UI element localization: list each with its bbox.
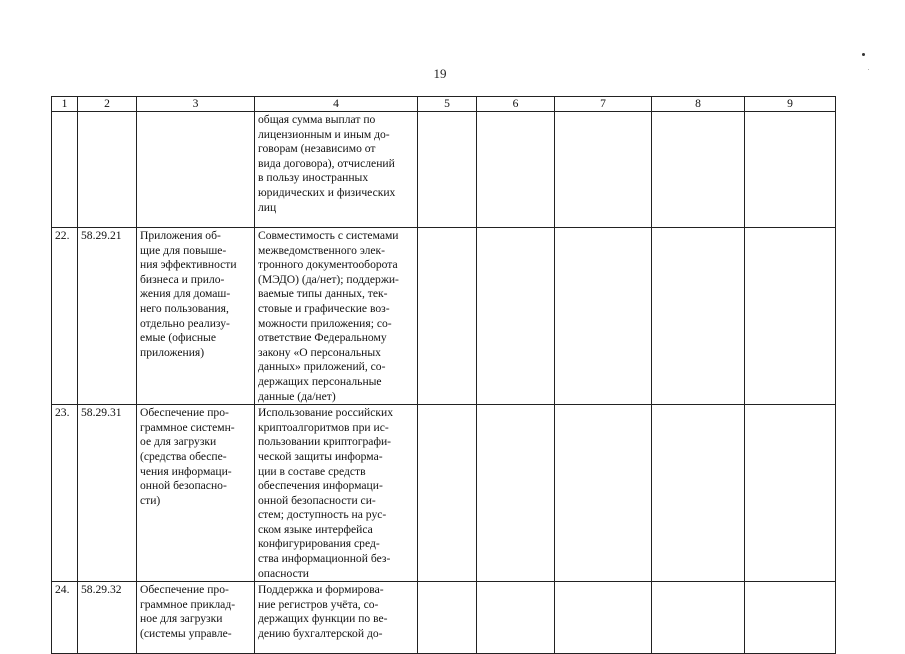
requirements-text: общая сумма выплат по лицензионным и иным до- говорам (независимо от вида договора), отчислений в пользу иностранных юридических и физических лиц (255, 112, 418, 228)
empty-cell (745, 112, 836, 228)
scan-speck (868, 69, 869, 70)
empty-cell (745, 228, 836, 405)
empty-cell (555, 582, 652, 654)
table-row (52, 228, 836, 405)
row-number: 23. (52, 405, 78, 582)
table-row (52, 405, 836, 582)
okpd-code: 58.29.31 (78, 405, 137, 582)
column-header: 6 (477, 97, 555, 112)
product-name: Приложения об- щие для повыше- ния эффективности бизнеса и прило- жения для домаш- него пользования, отдельно реализу- емые (офисные приложения) (137, 228, 255, 405)
empty-cell (745, 582, 836, 654)
requirements-text: Совместимость с системами межведомственного элек- тронного документооборота (МЭДО) (да/нет); поддержи- ваемые типы данных, тек- стовые и графические воз- можности приложения; со- ответствие Федеральному закону «О персональных данных» приложений, со- держащих персональные данные (да/нет) (255, 228, 418, 405)
row-number (52, 112, 78, 228)
empty-cell (477, 112, 555, 228)
okpd-code (78, 112, 137, 228)
okpd-code: 58.29.21 (78, 228, 137, 405)
column-header: 5 (418, 97, 477, 112)
row-number: 22. (52, 228, 78, 405)
column-header: 8 (652, 97, 745, 112)
product-name: Обеспечение про- граммное системн- ое для загрузки (средства обеспе- чения информаци- онной безопасно- сти) (137, 405, 255, 582)
requirements-table (51, 96, 836, 654)
product-name (137, 112, 255, 228)
column-header: 3 (137, 97, 255, 112)
empty-cell (652, 582, 745, 654)
empty-cell (477, 228, 555, 405)
empty-cell (555, 405, 652, 582)
empty-cell (418, 112, 477, 228)
scan-speck (862, 53, 865, 56)
column-header: 7 (555, 97, 652, 112)
table-row (52, 112, 836, 228)
okpd-code: 58.29.32 (78, 582, 137, 654)
empty-cell (477, 582, 555, 654)
empty-cell (418, 228, 477, 405)
page-number: 19 (433, 66, 447, 81)
empty-cell (652, 228, 745, 405)
requirements-text: Использование российских криптоалгоритмов при ис- пользовании криптографи- ческой защиты информа- ции в составе средств обеспечения информаци- онной безопасности си- стем; доступность на рус- ском языке интерфейса конфигурирования сред- ства информационной без- опасности (255, 405, 418, 582)
column-header: 4 (255, 97, 418, 112)
empty-cell (745, 405, 836, 582)
column-header: 2 (78, 97, 137, 112)
column-header: 1 (52, 97, 78, 112)
requirements-text: Поддержка и формирова- ние регистров учёта, со- держащих функции по ве- дению бухгалтерской до- (255, 582, 418, 654)
table-row (52, 582, 836, 654)
empty-cell (477, 405, 555, 582)
product-name: Обеспечение про- граммное приклад- ное для загрузки (системы управле- (137, 582, 255, 654)
column-header: 9 (745, 97, 836, 112)
empty-cell (418, 582, 477, 654)
row-number: 24. (52, 582, 78, 654)
empty-cell (652, 405, 745, 582)
empty-cell (418, 405, 477, 582)
table-header-row (52, 97, 836, 112)
empty-cell (555, 112, 652, 228)
empty-cell (652, 112, 745, 228)
empty-cell (555, 228, 652, 405)
